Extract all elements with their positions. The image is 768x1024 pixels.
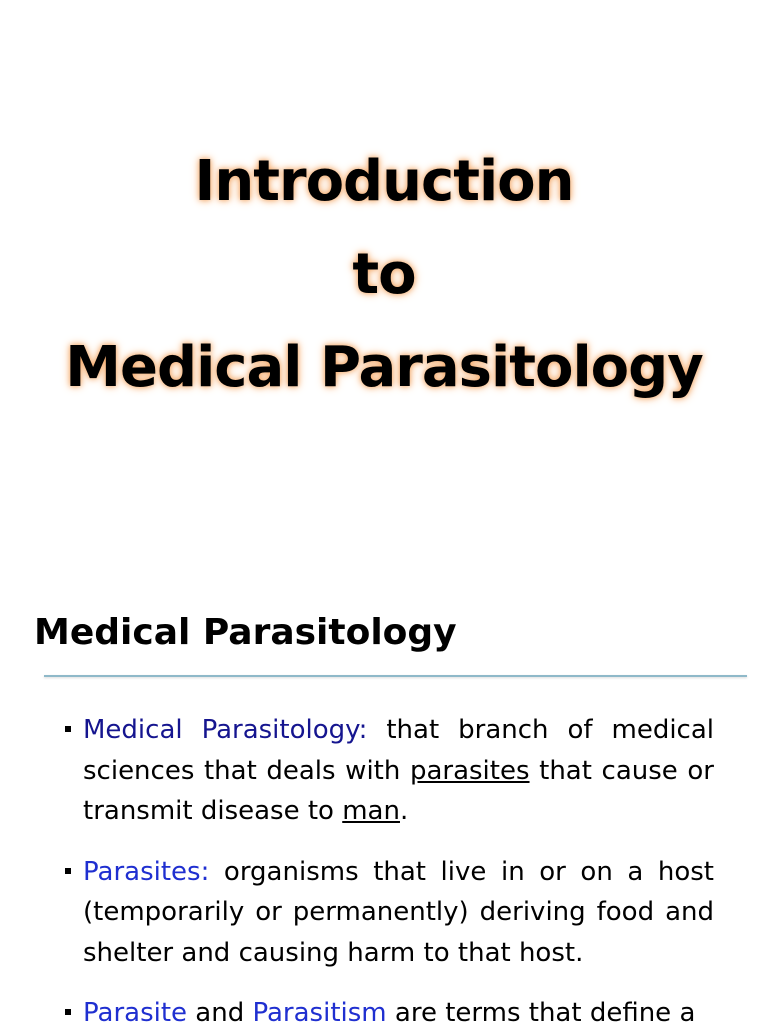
term-parasites: Parasites: <box>83 856 210 887</box>
bullet-marker <box>65 868 71 874</box>
bullet-marker <box>65 726 71 732</box>
title-line-3: Medical Parasitology <box>65 335 703 400</box>
term-parasite: Parasite <box>83 998 188 1024</box>
bullet-item-parasitism <box>62 993 714 1024</box>
title-line-2: to <box>352 242 416 307</box>
definition-text-continued: that cause or transmit disease to <box>83 755 714 826</box>
term-medical-parasitology: Medical Parasitology: <box>83 715 368 745</box>
definition-text: organisms that live in or on a host (temporarily or permanently) deriving food and shelter and causing harm to that host. <box>83 856 714 968</box>
bullet-list <box>62 710 714 1024</box>
term-parasitism: Parasitism <box>252 998 387 1024</box>
underlined-word-parasites: parasites <box>409 755 530 786</box>
title-line-1: Introduction <box>194 149 574 214</box>
bullet-item-parasites <box>62 852 714 974</box>
section-heading: Medical Parasitology <box>34 612 457 653</box>
definition-text: that branch of medical sciences that deals with <box>83 715 714 786</box>
slide-title <box>0 135 768 414</box>
bullet-item-medical-parasitology <box>62 710 714 832</box>
heading-divider <box>44 675 747 677</box>
underlined-word-man: man <box>342 796 400 826</box>
bullet-marker <box>65 1009 71 1015</box>
connector-text: and <box>187 998 253 1024</box>
definition-text: are terms that define a <box>386 998 696 1024</box>
definition-text-end: . <box>399 796 409 826</box>
